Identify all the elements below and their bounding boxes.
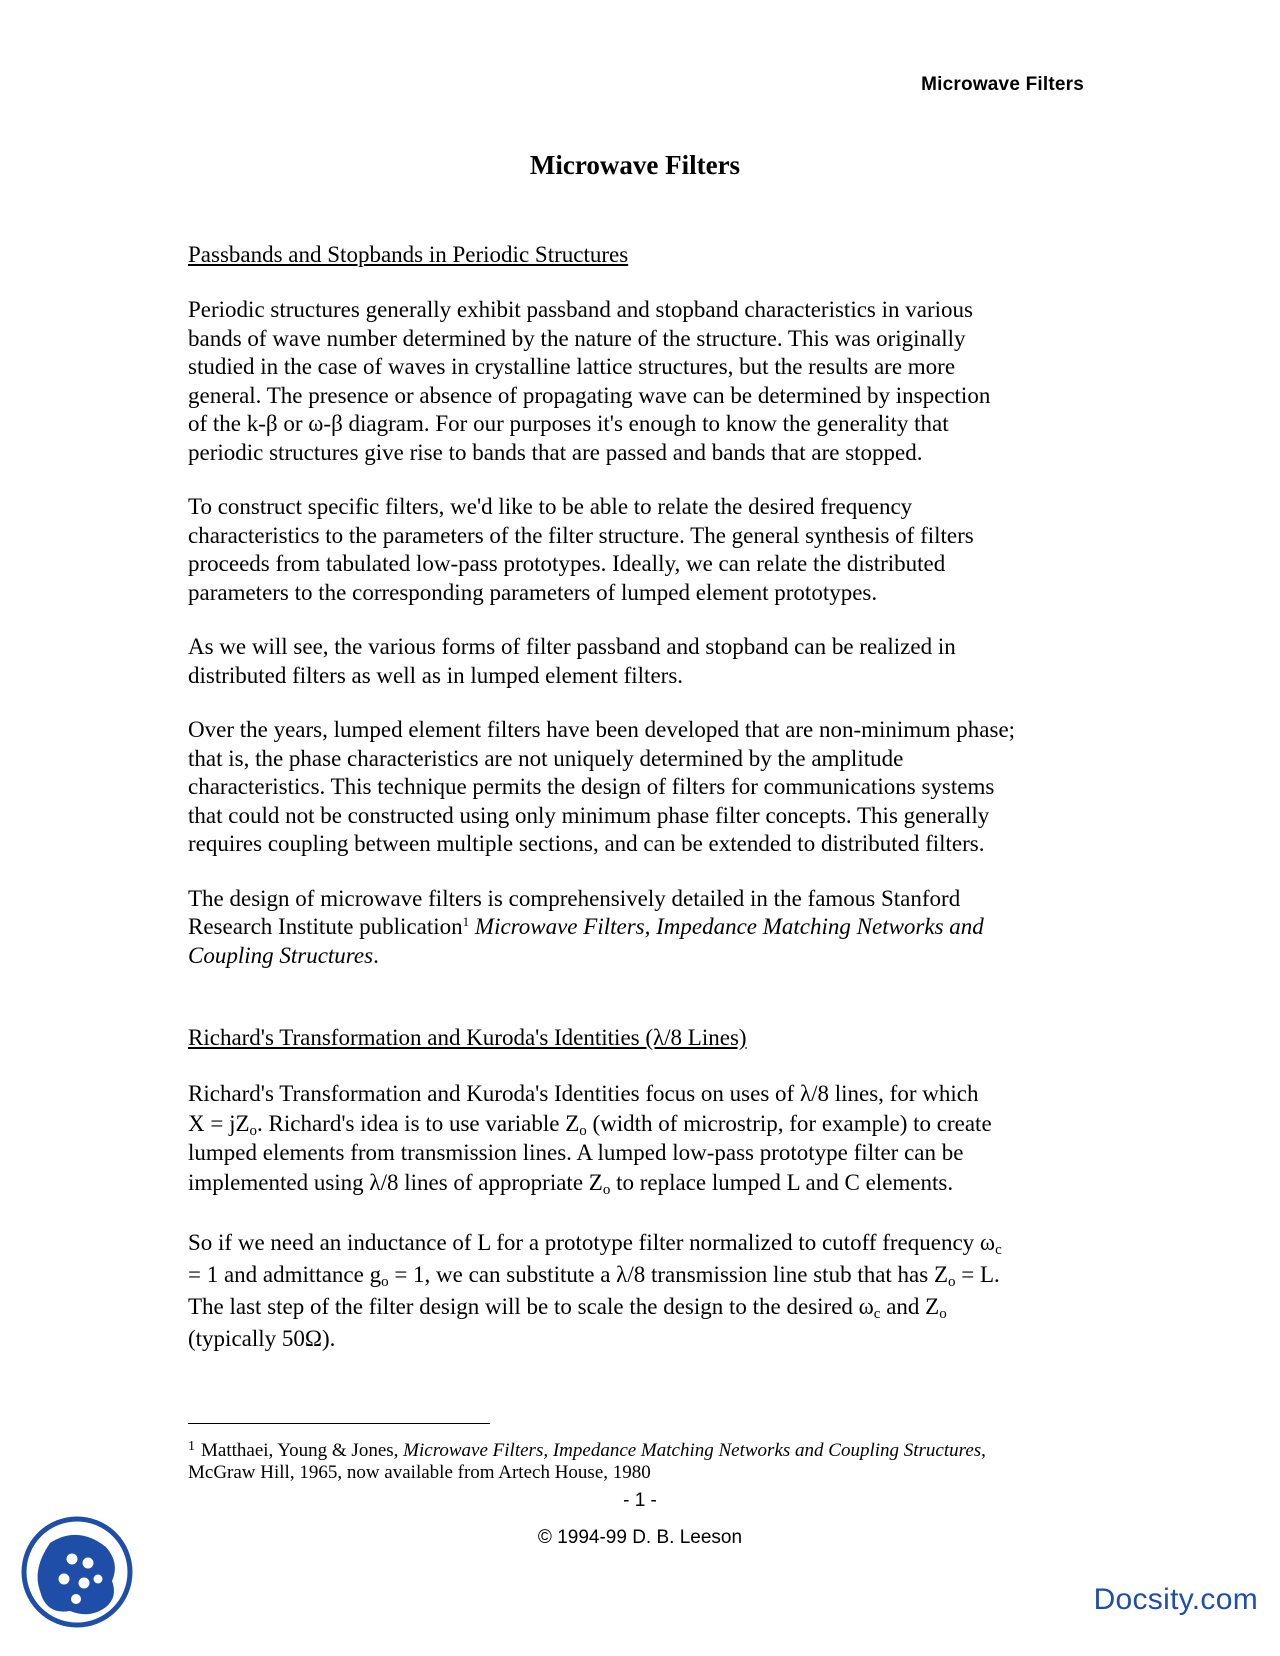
text: lumped elements from transmission lines. A lumped low-pass prototype filter can be <box>188 1140 964 1165</box>
subscript: o <box>602 1181 611 1198</box>
copyright: © 1994-99 D. B. Leeson <box>537 1527 743 1548</box>
subscript: o <box>381 1274 389 1290</box>
section-heading-richards: Richard's Transformation and Kuroda's Identities (λ/8 Lines) <box>188 1025 747 1050</box>
text: = 1, we can substitute a λ/8 transmission line stub that has Z <box>388 1262 949 1287</box>
document-body <box>188 240 1093 1355</box>
subscript: o <box>249 1122 258 1139</box>
period: . <box>373 942 379 968</box>
text: implemented using λ/8 lines of appropriate Z <box>188 1169 603 1195</box>
subscript: o <box>579 1122 587 1139</box>
footnote-book-title: Microwave Filters, Impedance Matching Networks and Coupling Structures <box>403 1440 982 1461</box>
page-title: Microwave Filters <box>529 150 741 180</box>
page-number: - 1 - <box>623 1490 657 1511</box>
paragraph-filter-forms: As we will see, the various forms of filter passband and stopband can be realized in distributed filters as well as in lumped element filters. <box>188 634 956 688</box>
paragraph-non-minimum-phase: Over the years, lumped element filters have been developed that are non-minimum phase; that is, the phase characteristics are not uniquely determined by the amplitude characteristics. This technique permits the design of filters for communications systems that could not be constructed using only minimum phase filter concepts. This generally requires coupling between multiple sections, and can be extended to distributed filters. <box>188 717 1016 856</box>
text: . Richard's idea is to use variable Z <box>257 1110 580 1136</box>
paragraph-inductance <box>188 1227 1093 1355</box>
docsity-brand-link[interactable]: Docsity.com <box>1093 1583 1258 1616</box>
paragraph-sri-publication <box>188 885 1093 971</box>
text: and Z <box>880 1294 940 1319</box>
footnote-comma: , <box>981 1440 986 1461</box>
section-heading-passbands: Passbands and Stopbands in Periodic Structures <box>188 242 629 267</box>
text: The last step of the filter design will be to scale the design to the desired ω <box>188 1294 874 1319</box>
text: = L. <box>955 1262 1000 1287</box>
running-header: Microwave Filters <box>921 74 1084 95</box>
text: Richard's Transformation and Kuroda's Identities focus on uses of λ/8 lines, for which <box>188 1081 979 1106</box>
text: (width of microstrip, for example) to create <box>586 1110 992 1136</box>
text: X = jZ <box>188 1110 250 1136</box>
footnote-divider <box>188 1423 490 1424</box>
footnote-ref: 1 <box>462 914 470 929</box>
book-title-b: Coupling Structures <box>188 942 374 968</box>
paragraph-periodic-structures: Periodic structures generally exhibit passband and stopband characteristics in various bands of wave number determined by the nature of the structure. This was originally studied in the case of waves in crystalline lattice structures, but the results are more general. The presence or absence of propagating wave can be determined by inspection of the k-β or ω-β diagram. For our purposes it's enough to know the generality that periodic structures give rise to bands that are passed and bands that are stopped. <box>188 297 991 465</box>
footnote-marker: 1 <box>188 1439 195 1454</box>
subscript: o <box>939 1306 947 1322</box>
footnote <box>188 1440 1088 1484</box>
text: So if we need an inductance of L for a prototype filter normalized to cutoff frequency ω <box>188 1230 996 1255</box>
paragraph-richards-transformation <box>188 1079 1093 1197</box>
docsity-logo-icon[interactable] <box>20 1515 134 1629</box>
footnote-publisher: McGraw Hill, 1965, now available from Artech House, 1980 <box>188 1462 651 1483</box>
subscript: o <box>948 1274 956 1290</box>
subscript: c <box>873 1306 881 1322</box>
book-title-a: Microwave Filters, Impedance Matching Networks and <box>474 914 984 939</box>
text: to replace lumped L and C elements. <box>610 1169 954 1195</box>
paragraph-construct-filters: To construct specific filters, we'd like to be able to relate the desired frequency characteristics to the parameters of the filter structure. The general synthesis of filters proceeds from tabulated low-pass prototypes. Ideally, we can relate the distributed parameters to the corresponding parameters of lumped element prototypes. <box>188 494 974 605</box>
text: (typically 50Ω). <box>188 1326 336 1351</box>
footnote-authors: Matthaei, Young & Jones, <box>201 1440 404 1461</box>
subscript: c <box>995 1242 1002 1258</box>
sri-text: The design of microwave filters is comprehensively detailed in the famous Stanford Research Institute publication <box>188 885 961 939</box>
text: = 1 and admittance g <box>188 1262 382 1287</box>
